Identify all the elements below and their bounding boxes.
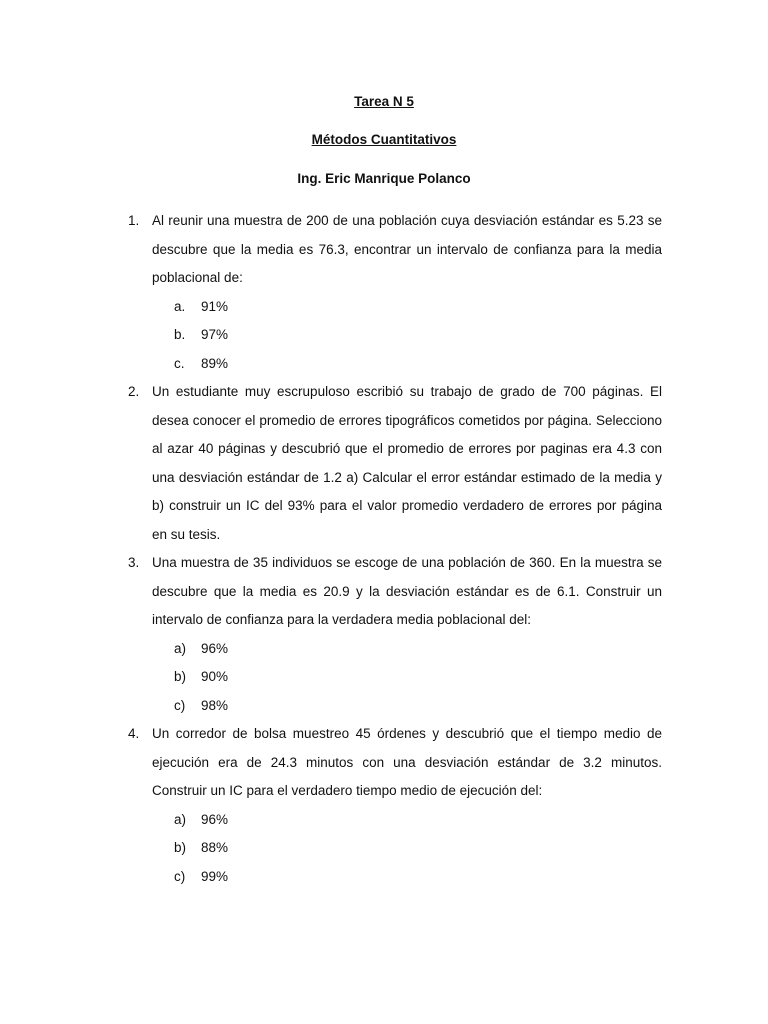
question-text: Al reunir una muestra de 200 de una población cuya desviación estándar es 5.23 se descubre que la media es 76.3, encontrar un intervalo de confianza para la media poblacional de: [152,213,662,285]
question-number: 2. [128,384,140,399]
option-item [152,806,662,835]
option-label: a. [174,298,186,314]
option-list [152,806,662,892]
option-label: c) [174,868,186,884]
question-text: Un corredor de bolsa muestreo 45 órdenes y descubrió que el tiempo medio de ejecución era de 24.3 minutos con una desviación estándar de 3.2 minutos. Construir un IC para el verdadero tiempo medio de ejecución del: [152,726,662,798]
option-value: 88% [201,840,229,855]
option-value: 99% [201,868,229,884]
option-value: 90% [201,669,229,684]
option-label: a) [174,811,187,827]
document-title [0,93,768,111]
question-number: 1. [128,213,140,228]
document-subject [0,131,768,149]
option-label: b) [174,669,187,684]
question-3 [128,549,662,720]
option-item [152,834,662,863]
option-list [152,635,662,721]
option-item [152,863,662,892]
option-label: b) [174,840,187,855]
question-number: 3. [128,555,140,570]
option-value: 89% [201,355,229,371]
option-label: a) [174,640,187,656]
document-author [0,170,768,188]
option-item [152,635,662,664]
option-item [152,692,662,721]
option-value: 97% [201,327,229,342]
option-value: 91% [201,298,229,314]
document-title-text: Tarea N 5 [354,94,414,109]
option-label: c. [174,355,185,371]
option-value: 96% [201,811,229,827]
option-item [152,663,662,692]
question-text: Un estudiante muy escrupuloso escribió su trabajo de grado de 700 páginas. El desea conocer el promedio de errores tipográficos cometidos por página. Selecciono al azar 40 páginas y descubrió que el promedio de errores por paginas era 4.3 con una desviación estándar de 1.2 a) Calcular el error estándar estimado de la media y b) construir un IC del 93% para el valor promedio verdadero de errores por página en su tesis. [152,384,662,542]
option-value: 98% [201,697,229,713]
option-list [152,293,662,379]
question-2 [128,378,662,549]
option-item [152,293,662,322]
option-label: b. [174,327,186,342]
question-number: 4. [128,726,140,741]
option-value: 96% [201,640,229,656]
option-label: c) [174,697,186,713]
question-list [128,207,662,891]
option-item [152,350,662,379]
question-1 [128,207,662,378]
option-item [152,321,662,350]
document-subject-text: Métodos Cuantitativos [311,132,457,147]
document-author-text: Ing. Eric Manrique Polanco [297,171,471,186]
question-text: Una muestra de 35 individuos se escoge de una población de 360. En la muestra se descubre que la media es 20.9 y la desviación estándar es de 6.1. Construir un intervalo de confianza para la verdadera media poblacional del: [152,555,662,627]
question-4 [128,720,662,891]
